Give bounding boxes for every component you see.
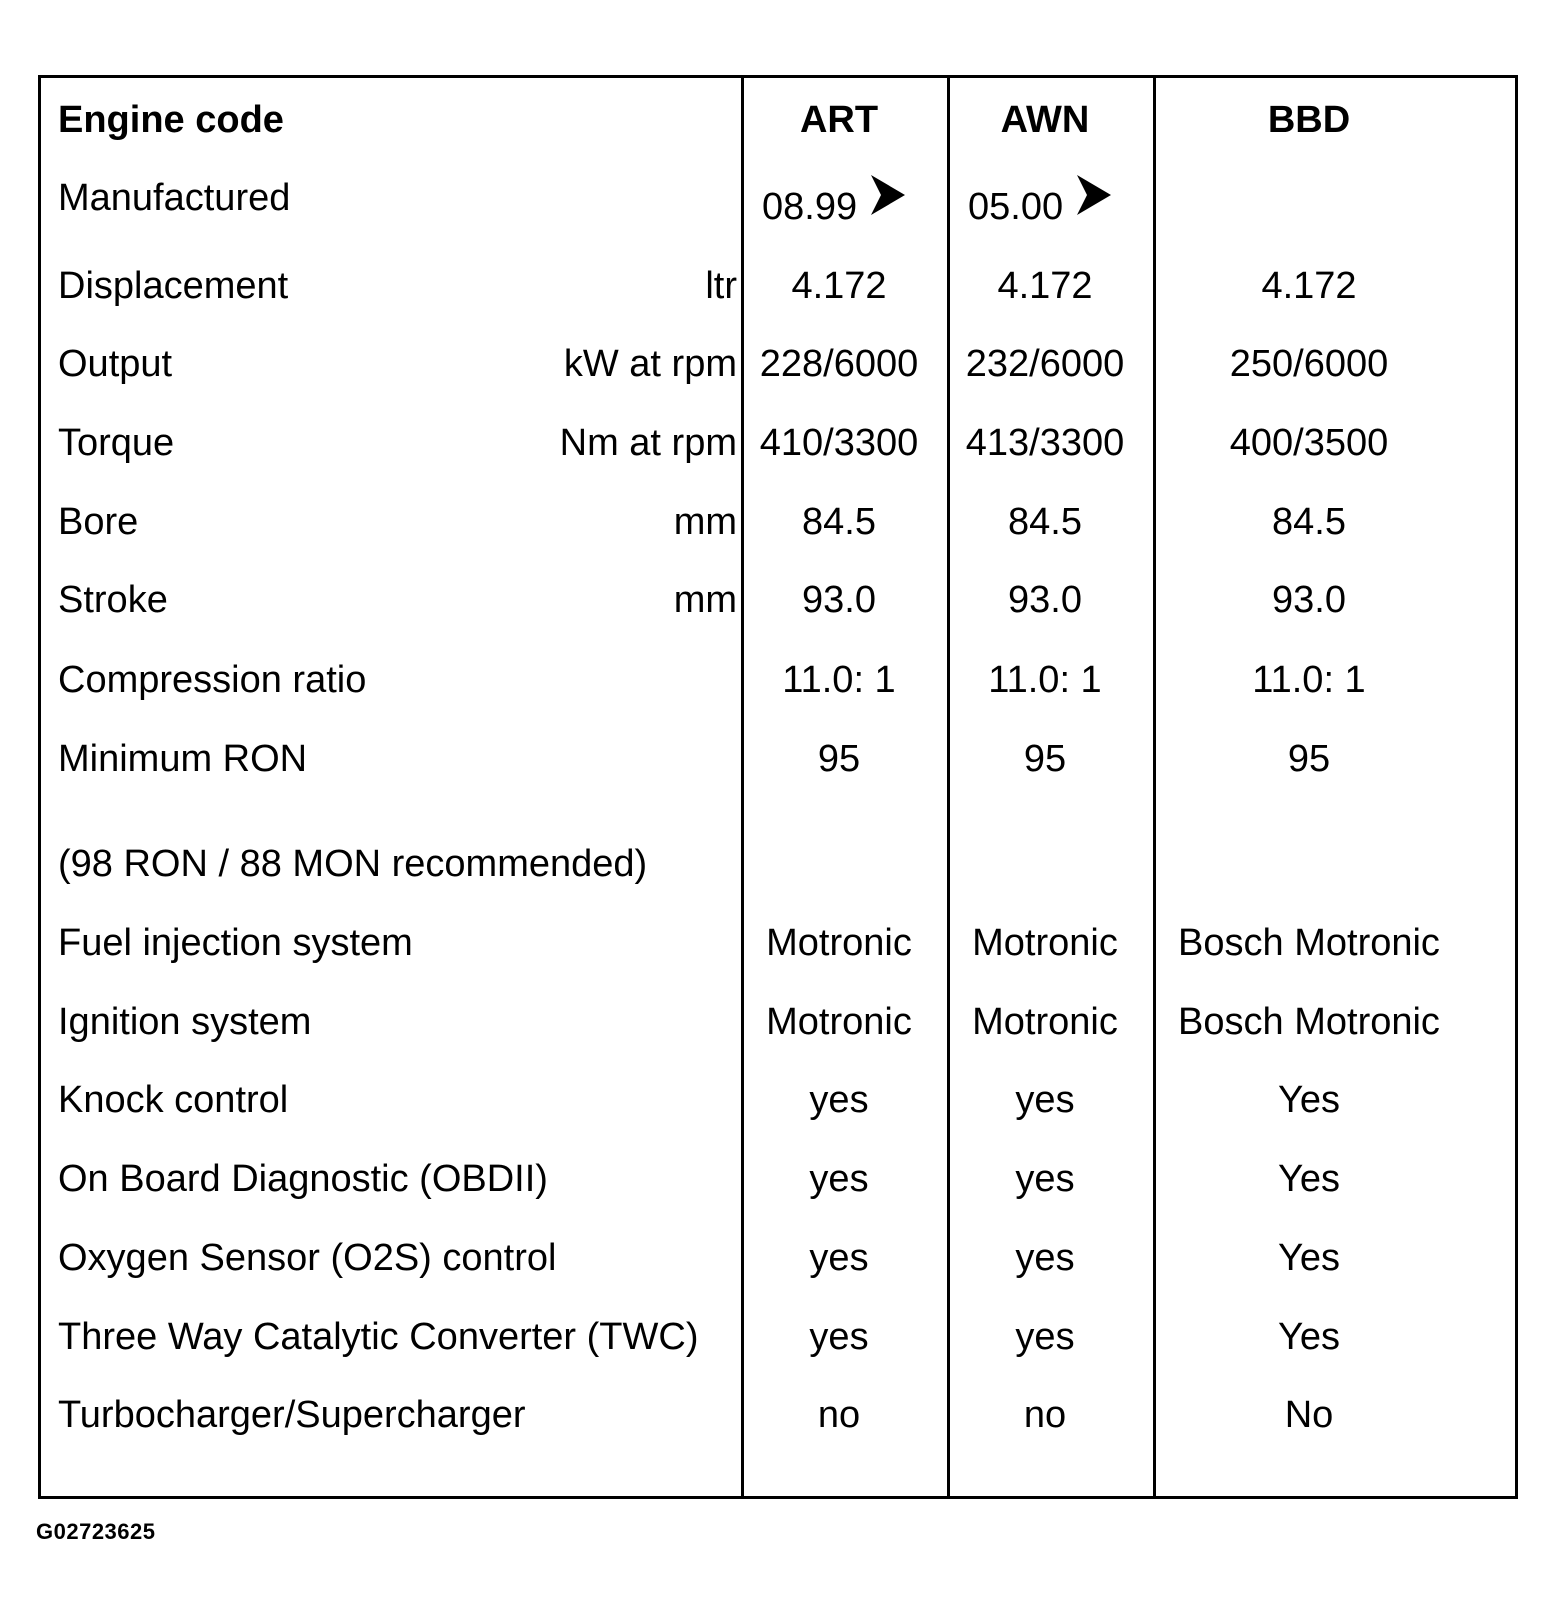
cell-value: yes	[1015, 1158, 1075, 1200]
column-header-awn: AWN	[1000, 99, 1090, 141]
arrow-right-icon	[867, 173, 907, 227]
row-label: Bore	[58, 501, 139, 543]
cell-value: yes	[809, 1316, 869, 1358]
header-label: Engine code	[58, 99, 284, 141]
row-unit: Nm at rpm	[559, 422, 737, 464]
cell-value: Motronic	[972, 1001, 1118, 1043]
cell-value: 93.0	[1008, 579, 1082, 621]
cell-value: yes	[1015, 1237, 1075, 1279]
cell-value: no	[817, 1394, 861, 1436]
cell-value: 93.0	[1272, 579, 1346, 621]
column-header-art: ART	[799, 99, 879, 141]
cell-value: 250/6000	[1229, 343, 1389, 385]
cell-value: 08.99	[762, 186, 858, 228]
cell-value: Yes	[1278, 1079, 1340, 1121]
cell-value: yes	[809, 1158, 869, 1200]
cell-value: 93.0	[802, 579, 876, 621]
row-label: Stroke	[58, 579, 168, 621]
arrow-right-icon	[1073, 173, 1113, 227]
cell-value: 95	[1023, 738, 1067, 780]
cell-value: 84.5	[1008, 501, 1082, 543]
row-label: Oxygen Sensor (O2S) control	[58, 1237, 557, 1279]
manufactured-art-cell	[762, 185, 907, 229]
row-label: On Board Diagnostic (OBDII)	[58, 1158, 548, 1200]
cell-value: Motronic	[766, 1001, 912, 1043]
cell-value: 11.0: 1	[782, 659, 896, 701]
cell-value: Yes	[1278, 1158, 1340, 1200]
row-unit: mm	[673, 579, 737, 621]
cell-value: 4.172	[791, 265, 887, 307]
row-unit: kW at rpm	[563, 343, 737, 385]
cell-value: 84.5	[802, 501, 876, 543]
cell-value: 413/3300	[965, 422, 1125, 464]
figure-id: G02723625	[36, 1519, 156, 1544]
column-divider	[1153, 78, 1156, 1496]
cell-value: Yes	[1278, 1316, 1340, 1358]
row-label: Ignition system	[58, 1001, 312, 1043]
row-label: Displacement	[58, 265, 289, 307]
row-label: (98 RON / 88 MON recommended)	[58, 843, 648, 885]
row-label: Minimum RON	[58, 738, 308, 780]
row-label: Torque	[58, 422, 175, 464]
cell-value: 400/3500	[1229, 422, 1389, 464]
cell-value: 232/6000	[965, 343, 1125, 385]
row-unit: mm	[673, 501, 737, 543]
manufactured-awn-cell	[968, 185, 1113, 229]
cell-value: Motronic	[766, 922, 912, 964]
row-label: Three Way Catalytic Converter (TWC)	[58, 1316, 699, 1358]
row-unit: ltr	[705, 265, 737, 307]
cell-value: yes	[809, 1079, 869, 1121]
row-label: Fuel injection system	[58, 922, 413, 964]
cell-value: yes	[1015, 1316, 1075, 1358]
cell-value: Bosch Motronic	[1178, 922, 1440, 964]
cell-value: yes	[1015, 1079, 1075, 1121]
column-divider	[947, 78, 950, 1496]
cell-value: 228/6000	[759, 343, 919, 385]
cell-value: 05.00	[968, 186, 1064, 228]
cell-value: 84.5	[1272, 501, 1346, 543]
cell-value: Bosch Motronic	[1178, 1001, 1440, 1043]
cell-value: Motronic	[972, 922, 1118, 964]
cell-value: 4.172	[997, 265, 1093, 307]
cell-value: 410/3300	[759, 422, 919, 464]
cell-value: yes	[809, 1237, 869, 1279]
cell-value: no	[1023, 1394, 1067, 1436]
cell-value: 4.172	[1261, 265, 1357, 307]
cell-value: 11.0: 1	[988, 659, 1102, 701]
column-header-bbd: BBD	[1267, 99, 1351, 141]
row-label: Manufactured	[58, 177, 291, 219]
engine-spec-table	[38, 75, 1518, 1499]
cell-value: 95	[817, 738, 861, 780]
cell-value: No	[1284, 1394, 1334, 1436]
row-label: Compression ratio	[58, 659, 367, 701]
column-divider	[741, 78, 744, 1496]
row-label: Turbocharger/Supercharger	[58, 1394, 526, 1436]
cell-value: Yes	[1278, 1237, 1340, 1279]
row-label: Output	[58, 343, 173, 385]
row-label: Knock control	[58, 1079, 289, 1121]
cell-value: 11.0: 1	[1252, 659, 1366, 701]
cell-value: 95	[1287, 738, 1331, 780]
